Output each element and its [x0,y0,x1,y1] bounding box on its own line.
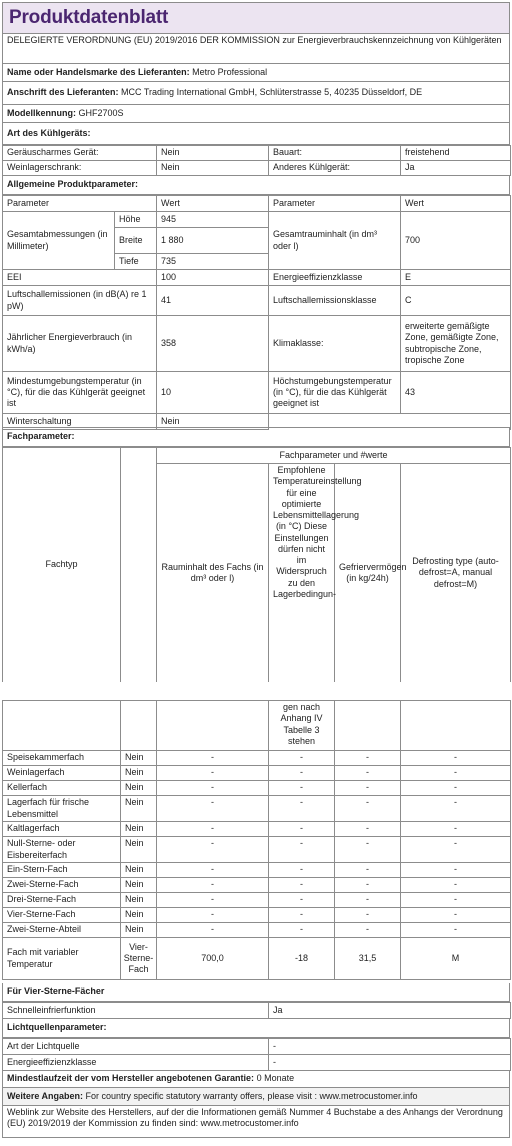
fach-present: Nein [121,908,157,923]
light-class-label: Energieeffizienzklasse [3,1055,269,1071]
fach-freeze: - [335,908,401,923]
warranty-label: Mindestlaufzeit der vom Hersteller angebotenen Garantie: [7,1072,255,1083]
fach-name: Zwei-Sterne-Fach [3,878,121,893]
volume-label: Gesamtrauminhalt (in dm³ oder l) [269,212,401,270]
fach-header-continued-row [3,701,511,751]
fach-defrost: - [401,837,511,863]
supplier-label: Name oder Handelsmarke des Lieferanten: [7,66,190,77]
fachtyp-header: Fachtyp [3,448,121,683]
type-row [3,146,511,161]
height-value: 945 [157,212,269,228]
general-heading: Allgemeine Produktparameter: [7,178,139,189]
supplier-row [2,64,510,82]
type-heading: Art des Kühlgeräts: [7,127,91,138]
title-bar [3,3,509,33]
more-info-label: Weitere Angaben: [7,1090,84,1101]
address-value: MCC Trading International GmbH, Schlüterstrasse 5, 40235 Düsseldorf, DE [121,87,423,98]
fach-row [3,796,511,822]
more-info-row [2,1088,510,1106]
fach-name: Speisekammerfach [3,751,121,766]
fach-name: Ein-Stern-Fach [3,863,121,878]
height-label: Höhe [115,212,157,228]
weblink-text: Weblink zur Website des Herstellers, auf der die Informationen gemäß Nummer 4 Buchstabe a des Anhangs der Verordnung (EU) 2019/2019 der Kommission zu finden sind: www.metrocustomer.info [7,1107,503,1129]
fach-name: Kaltlagerfach [3,822,121,837]
address-label: Anschrift des Lieferanten: [7,87,119,98]
fach-name: Zwei-Sterne-Abteil [3,923,121,938]
fach-row [3,837,511,863]
quick-freeze-label: Schnelleinfrierfunktion [3,1003,269,1019]
fach-present: Nein [121,751,157,766]
general-heading-row [2,175,510,195]
fach-volume: - [157,878,269,893]
model-row [2,105,510,123]
fach-temp: - [269,766,335,781]
fach-row [3,923,511,938]
general-label2: Höchstumgebungstemperatur (in °C), für die das Kühlgerät geeignet ist [269,372,401,414]
fach-row [3,893,511,908]
fach-volume-header: Rauminhalt des Fachs (in dm³ oder l) [157,464,269,683]
fach-empty [121,701,157,751]
fach-row [3,938,511,980]
fach-temp: - [269,837,335,863]
fach-defrost: - [401,781,511,796]
volume-value: 700 [401,212,511,270]
fach-volume: - [157,766,269,781]
fach-table [2,447,510,683]
fach-name: Drei-Sterne-Fach [3,893,121,908]
fach-defrost: - [401,923,511,938]
type-row-label: Geräuscharmes Gerät: [3,146,157,161]
fach-temp: - [269,908,335,923]
supplier-value: Metro Professional [192,66,268,77]
type-row-label2: Anderes Kühlgerät: [269,161,401,176]
fach-volume: - [157,796,269,822]
type-row-value: Nein [157,161,269,176]
general-table [2,195,510,430]
fach-present: Nein [121,766,157,781]
param-header-2: Parameter [269,196,401,212]
fach-name: Kellerfach [3,781,121,796]
fach-freeze-header: Gefriervermögen (in kg/24h) [335,464,401,683]
value-header-2: Wert [401,196,511,212]
page-title: Produktdatenblatt [9,7,169,28]
address-row [2,82,510,105]
fach-table-continued [2,700,510,980]
general-value2: 43 [401,372,511,414]
fach-defrost: - [401,751,511,766]
fach-present: Nein [121,923,157,938]
light-class-row [3,1055,511,1071]
fach-temp: - [269,822,335,837]
weblink-row [2,1106,510,1138]
type-table [2,145,510,176]
fach-temp: - [269,796,335,822]
light-type-row [3,1039,511,1055]
fach-name: Vier-Sterne-Fach [3,908,121,923]
quick-freeze-row [3,1003,511,1019]
general-value: 358 [157,316,269,372]
fach-present: Nein [121,837,157,863]
fach-freeze: - [335,796,401,822]
general-label: EEI [3,270,157,286]
fach-volume: 700,0 [157,938,269,980]
fach-freeze: - [335,751,401,766]
header-block [2,2,510,64]
fach-freeze: - [335,822,401,837]
light-type-label: Art der Lichtquelle [3,1039,269,1055]
fach-name: Weinlagerfach [3,766,121,781]
quick-freeze-value: Ja [269,1003,511,1019]
type-row-value: Nein [157,146,269,161]
fach-volume: - [157,908,269,923]
fach-defrost: - [401,796,511,822]
depth-label: Tiefe [115,254,157,270]
warranty-value: 0 Monate [256,1072,295,1083]
fach-volume: - [157,837,269,863]
fach-freeze: - [335,923,401,938]
fach-name: Fach mit variabler Temperatur [3,938,121,980]
fach-temp: - [269,878,335,893]
fach-empty [3,701,121,751]
fach-row [3,908,511,923]
fach-heading: Fachparameter: [7,431,75,442]
light-type-value: - [269,1039,511,1055]
page-break [0,682,512,700]
fach-temp: - [269,781,335,796]
fach-empty [157,701,269,751]
dimension-row [3,212,511,228]
winter-label: Winterschaltung [3,414,157,430]
depth-value: 735 [157,254,269,270]
fach-defrost: - [401,878,511,893]
fach-header-row [3,448,511,464]
model-value: GHF2700S [78,107,124,118]
param-header-row [3,196,511,212]
value-header: Wert [157,196,269,212]
fach-defrost: M [401,938,511,980]
fach-volume: - [157,923,269,938]
fach-temp-header: Empfohlene Temperatureinstellung für eine optimierte Lebensmittellagerung (in °C) Diese Einstellungen dürfen nicht im Widerspruch zu den Lagerbedingun- [269,464,335,683]
light-heading-row [2,1018,510,1038]
fach-name: Lagerfach für frische Lebensmittel [3,796,121,822]
fach-present: Nein [121,822,157,837]
fach-temp: -18 [269,938,335,980]
width-value: 1 880 [157,228,269,254]
type-row-label2: Bauart: [269,146,401,161]
light-table [2,1038,510,1071]
winter-value: Nein [157,414,269,430]
fach-present: Nein [121,863,157,878]
fach-present: Vier-Sterne-Fach [121,938,157,980]
fach-freeze: - [335,781,401,796]
general-row [3,316,511,372]
general-value2: erweiterte gemäßigte Zone, gemäßigte Zone, subtropische Zone, tropische Zone [401,316,511,372]
four-star-table [2,1002,510,1019]
dimensions-label: Gesamtabmessungen (in Millimeter) [3,212,115,270]
four-star-heading: Für Vier-Sterne-Fächer [7,986,105,997]
fach-present: Nein [121,781,157,796]
general-label: Jährlicher Energieverbrauch (in kWh/a) [3,316,157,372]
fach-volume: - [157,781,269,796]
type-heading-row [2,123,510,145]
regulation-text: DELEGIERTE VERORDNUNG (EU) 2019/2016 DER KOMMISSION zur Energieverbrauchskennzeichnung von Kühlgeräten [3,33,509,63]
fach-volume: - [157,863,269,878]
general-label2: Luftschallemissionsklasse [269,286,401,316]
fach-empty [401,701,511,751]
general-value: 100 [157,270,269,286]
fach-freeze: - [335,766,401,781]
light-class-value: - [269,1055,511,1071]
general-value: 41 [157,286,269,316]
general-row [3,270,511,286]
fach-name: Null-Sterne- oder Eisbereiterfach [3,837,121,863]
fach-freeze: 31,5 [335,938,401,980]
fach-present: Nein [121,796,157,822]
light-heading: Lichtquellenparameter: [7,1021,107,1032]
general-row [3,286,511,316]
fach-freeze: - [335,893,401,908]
fach-defrost: - [401,893,511,908]
fach-freeze: - [335,878,401,893]
fach-present: Nein [121,893,157,908]
general-row [3,372,511,414]
general-value2: E [401,270,511,286]
fach-group-header: Fachparameter und #werte [157,448,511,464]
fach-row [3,781,511,796]
fach-row [3,822,511,837]
fach-row [3,766,511,781]
fach-defrost: - [401,863,511,878]
fach-row [3,751,511,766]
fach-volume: - [157,751,269,766]
fach-present: Nein [121,878,157,893]
type-row-label: Weinlagerschrank: [3,161,157,176]
type-row-value2: Ja [401,161,511,176]
fach-present-header [121,448,157,683]
fach-heading-row [2,427,510,447]
fach-empty [335,701,401,751]
general-label: Luftschallemissionen (in dB(A) re 1 pW) [3,286,157,316]
fach-row [3,863,511,878]
four-star-heading-row [2,983,510,1002]
fach-volume: - [157,822,269,837]
general-value: 10 [157,372,269,414]
fach-defrost: - [401,908,511,923]
warranty-row [2,1070,510,1088]
fach-defrost-header: Defrosting type (auto-defrost=A, manual defrost=M) [401,464,511,683]
general-label2: Energieeffizienzklasse [269,270,401,286]
more-info-value: For country specific statutory warranty offers, please visit : www.metrocustomer.info [85,1090,418,1101]
fach-temp: - [269,923,335,938]
fach-temp: - [269,863,335,878]
fach-defrost: - [401,766,511,781]
general-label: Mindestumgebungstemperatur (in °C), für die das Kühlgerät geeignet ist [3,372,157,414]
fach-freeze: - [335,863,401,878]
type-row-value2: freistehend [401,146,511,161]
fach-defrost: - [401,822,511,837]
fach-row [3,878,511,893]
model-label: Modellkennung: [7,107,76,118]
fach-temp-header-continued: gen nach Anhang IV Tabelle 3 stehen [269,701,335,751]
fach-freeze: - [335,837,401,863]
fach-temp: - [269,751,335,766]
width-label: Breite [115,228,157,254]
fach-volume: - [157,893,269,908]
type-row [3,161,511,176]
general-label2: Klimaklasse: [269,316,401,372]
general-value2: C [401,286,511,316]
fach-temp: - [269,893,335,908]
param-header: Parameter [3,196,157,212]
